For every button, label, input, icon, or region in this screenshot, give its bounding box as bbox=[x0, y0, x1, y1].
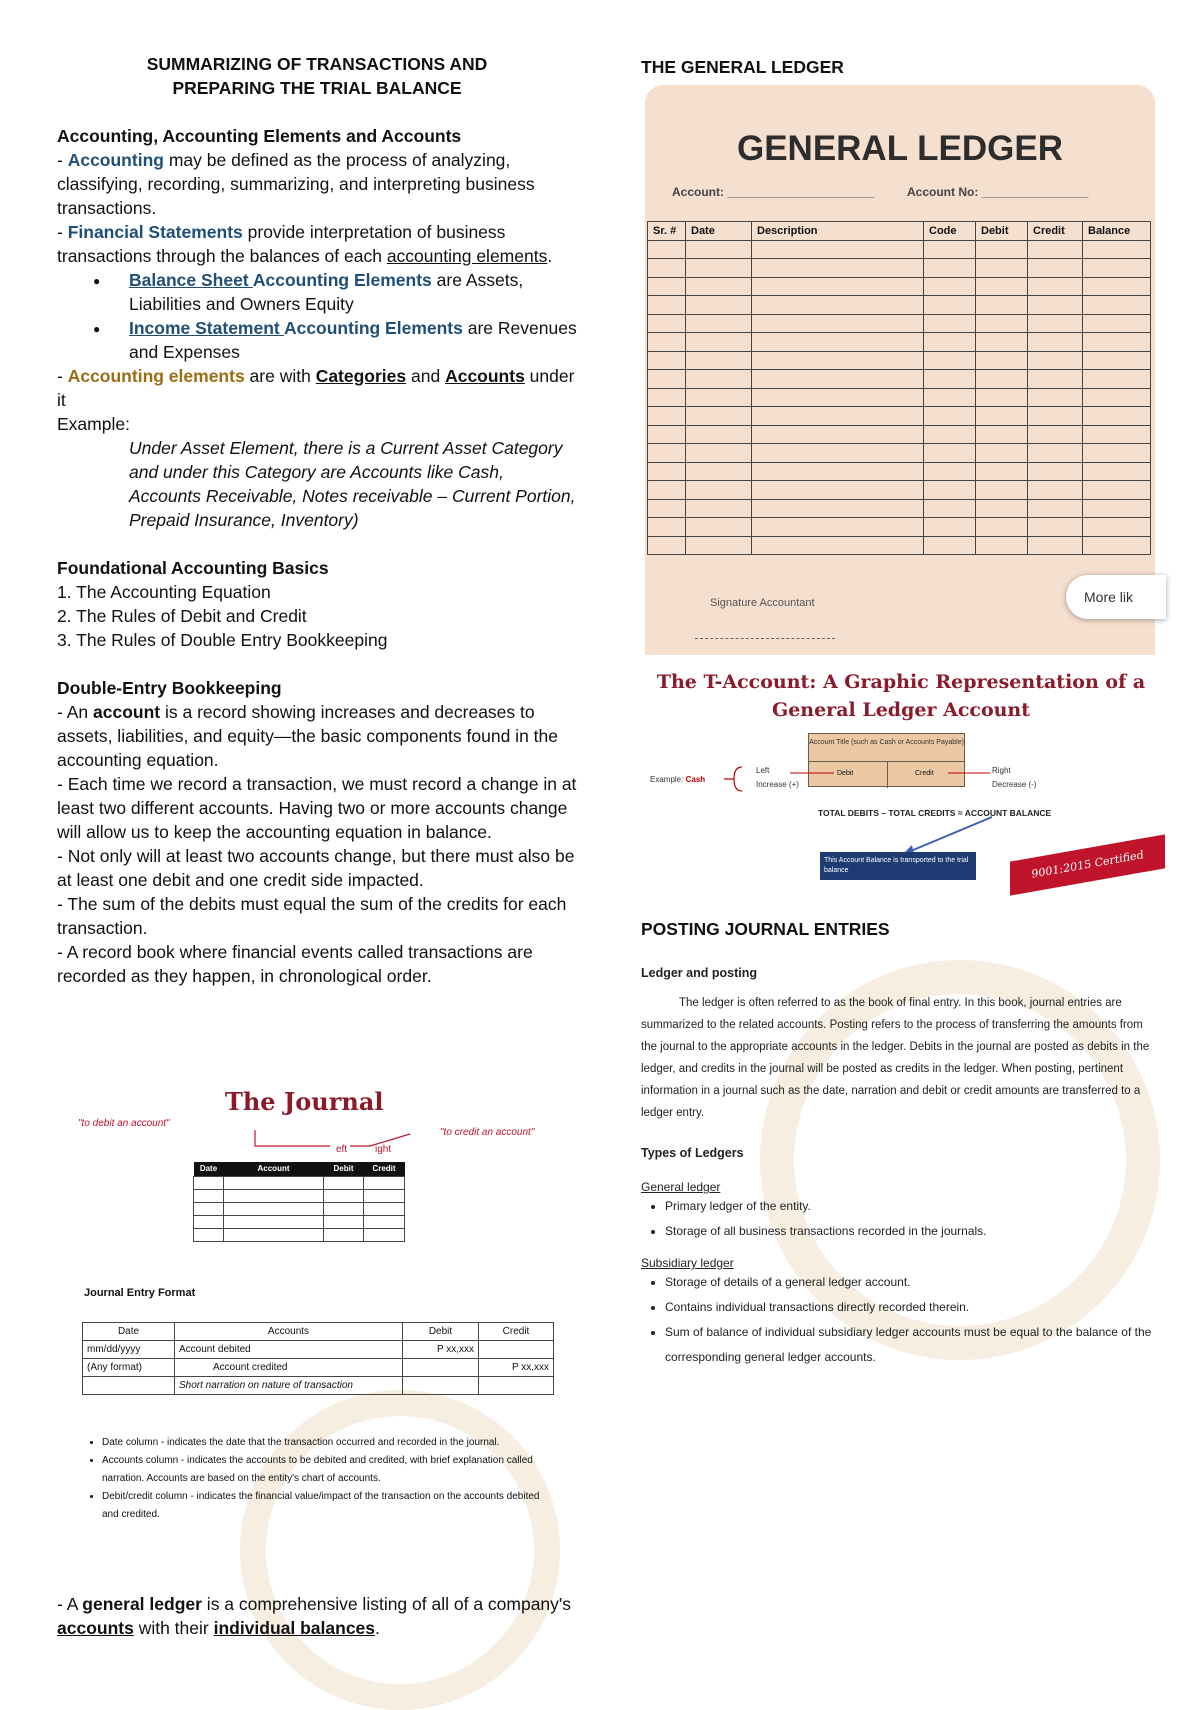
gl-header: Debit bbox=[976, 222, 1028, 241]
t-decrease-label: Decrease (-) bbox=[992, 780, 1037, 789]
subsidiary-ledger-label: Subsidiary ledger bbox=[641, 1256, 734, 1270]
paragraph-record-book: - A record book where financial events called transactions are recorded as they happen, in chronological order. bbox=[57, 942, 533, 986]
list-item: ● Balance Sheet Accounting Elements are Assets, Liabilities and Owners Equity bbox=[129, 268, 577, 316]
paragraph-general-ledger: - A general ledger is a comprehensive listing of all of a company's accounts with their individual balances. bbox=[57, 1594, 572, 1638]
list-item: • Date column - indicates the date that the transaction occurred and recorded in the journal. bbox=[102, 1434, 554, 1452]
t-increase-label: Increase (+) bbox=[756, 780, 799, 789]
t-right-label: Right bbox=[992, 766, 1011, 775]
basics-item: 2. The Rules of Debit and Credit bbox=[57, 606, 307, 626]
journal-format-table bbox=[82, 1322, 554, 1395]
gl-header: Sr. # bbox=[648, 222, 686, 241]
list-item: • Storage of all business transactions recorded in the journals. bbox=[665, 1219, 1161, 1244]
heading-posting: POSTING JOURNAL ENTRIES bbox=[641, 919, 890, 939]
list-item: • Storage of details of a general ledger account. bbox=[665, 1270, 1161, 1295]
list-item: • Accounts column - indicates the accounts to be debited and credited, with brief explanation called narration. Accounts are based on the entity's chart of accounts. bbox=[102, 1452, 554, 1488]
posting-image bbox=[641, 960, 1161, 1370]
example-text: Under Asset Element, there is a Current Asset Category and under this Category are Accounts like Cash, Accounts Receivable, Notes receivable – Current Portion, Prepaid Insurance, Inventory) bbox=[129, 438, 576, 530]
example-label: Example: bbox=[57, 414, 130, 434]
gl-account: Account: ______________________ bbox=[672, 185, 875, 199]
t-account-brackets bbox=[700, 755, 1000, 805]
left-column bbox=[57, 52, 577, 988]
journal-table bbox=[193, 1162, 405, 1242]
list-item: • Debit/credit column - indicates the financial value/impact of the transaction on the accounts debited and credited. bbox=[102, 1488, 554, 1524]
t-account-box: Account Title (such as Cash or Accounts Payable) Debit Credit bbox=[808, 733, 965, 787]
table-row: mm/dd/yyyy Account debited P xx,xxx bbox=[83, 1341, 554, 1359]
journal-right-label: ight bbox=[375, 1144, 392, 1155]
gl-signature-line bbox=[695, 638, 835, 639]
section-heading-accounting: Accounting, Accounting Elements and Accounts bbox=[57, 126, 462, 146]
gl-header: Balance bbox=[1083, 222, 1151, 241]
paragraph-account: - An account is a record showing increases and decreases to assets, liabilities, and equity—the basic components found in the accounting equation. bbox=[57, 702, 558, 770]
journal-note-left: "to debit an account" bbox=[78, 1118, 170, 1129]
gl-table bbox=[647, 221, 1151, 555]
journal-header: Account bbox=[224, 1162, 324, 1176]
gl-header: Description bbox=[752, 222, 924, 241]
paragraph-accounting-elements: - Accounting elements are with Categories and Accounts under it bbox=[57, 366, 575, 410]
gl-header: Date bbox=[686, 222, 752, 241]
format-header: Debit bbox=[403, 1323, 479, 1341]
general-ledger-list bbox=[641, 1194, 1161, 1244]
t-bluebox: This Account Balance is transported to the trial balance bbox=[820, 852, 976, 880]
list-item: ● Income Statement Accounting Elements are Revenues and Expenses bbox=[129, 316, 577, 364]
gl-title: GENERAL LEDGER bbox=[736, 129, 1064, 168]
list-item: • Sum of balance of individual subsidiary ledger accounts must be equal to the balance of the corresponding general ledger accounts. bbox=[665, 1320, 1161, 1370]
gl-account-no: Account No: ________________ bbox=[907, 185, 1089, 199]
gl-signature: Signature Accountant bbox=[710, 597, 815, 609]
elements-list bbox=[57, 268, 577, 364]
t-left-label: Left bbox=[756, 766, 770, 775]
journal-notes-list bbox=[84, 1434, 554, 1524]
posting-heading: Ledger and posting bbox=[641, 966, 757, 980]
format-header: Accounts bbox=[175, 1323, 403, 1341]
paragraph-financial-statements: - Financial Statements provide interpretation of business transactions through the balances of each accounting elements. bbox=[57, 222, 553, 266]
basics-item: 1. The Accounting Equation bbox=[57, 582, 271, 602]
subsidiary-ledger-list bbox=[641, 1270, 1161, 1370]
journal-title: The Journal bbox=[225, 1087, 384, 1116]
types-heading: Types of Ledgers bbox=[641, 1146, 744, 1160]
t-total-formula: TOTAL DEBITS – TOTAL CREDITS = ACCOUNT BALANCE bbox=[818, 808, 1052, 818]
more-like-this-button[interactable]: More lik bbox=[1066, 575, 1166, 619]
doc-title-line2: PREPARING THE TRIAL BALANCE bbox=[172, 78, 462, 98]
paragraph-debit-credit: - Not only will at least two accounts change, but there must also be at least one debit and one credit side impacted. bbox=[57, 846, 575, 890]
journal-header: Debit bbox=[324, 1162, 364, 1176]
journal-header: Date bbox=[194, 1162, 224, 1176]
list-item: • Primary ledger of the entity. bbox=[665, 1194, 1161, 1219]
journal-left-label: eft bbox=[336, 1144, 348, 1155]
journal-note-right: "to credit an account" bbox=[440, 1127, 535, 1138]
journal-format-title: Journal Entry Format bbox=[84, 1287, 196, 1299]
general-ledger-label: General ledger bbox=[641, 1180, 721, 1194]
basics-item: 3. The Rules of Double Entry Bookkeeping bbox=[57, 630, 388, 650]
gl-header: Code bbox=[924, 222, 976, 241]
format-header: Date bbox=[83, 1323, 175, 1341]
table-row: Short narration on nature of transaction bbox=[83, 1377, 554, 1395]
journal-header: Credit bbox=[364, 1162, 405, 1176]
posting-text: The ledger is often referred to as the book of final entry. In this book, journal entries are summarized to the related accounts. Posting refers to the process of transferring the amounts from the journal to the appropriate accounts in the ledger. Debits in the journal are posted as debits in the ledger, and credits in the journal will be posted as credits in the ledger. When posting, pertinent information in a journal such as the date, narration and debit or credit amounts are transferred to a ledger entry. bbox=[641, 997, 1150, 1119]
general-ledger-image bbox=[645, 85, 1155, 655]
heading-general-ledger: THE GENERAL LEDGER bbox=[641, 57, 844, 77]
format-header: Credit bbox=[479, 1323, 554, 1341]
table-row: (Any format) Account credited P xx,xxx bbox=[83, 1359, 554, 1377]
gl-header: Credit bbox=[1028, 222, 1083, 241]
t-example-label: Example: Cash bbox=[650, 775, 706, 784]
paragraph-transaction: - Each time we record a transaction, we must record a change in at least two different accounts. Having two or more accounts change will allow us to keep the accounting equation in balance. bbox=[57, 774, 577, 842]
section-heading-basics: Foundational Accounting Basics bbox=[57, 558, 329, 578]
journal-connector-lines bbox=[180, 1110, 440, 1160]
paragraph-sum: - The sum of the debits must equal the sum of the credits for each transaction. bbox=[57, 894, 567, 938]
section-heading-double-entry: Double-Entry Bookkeeping bbox=[57, 678, 282, 698]
certified-banner: 9001:2015 Certified bbox=[1010, 834, 1165, 895]
paragraph-accounting: - Accounting may be defined as the process of analyzing, classifying, recording, summarizing, and interpreting business transactions. bbox=[57, 150, 535, 218]
t-account-title: The T-Account: A Graphic Representation of a General Ledger Account bbox=[656, 671, 1146, 721]
list-item: • Contains individual transactions directly recorded therein. bbox=[665, 1295, 1161, 1320]
doc-title-line1: SUMMARIZING OF TRANSACTIONS AND bbox=[146, 54, 488, 74]
